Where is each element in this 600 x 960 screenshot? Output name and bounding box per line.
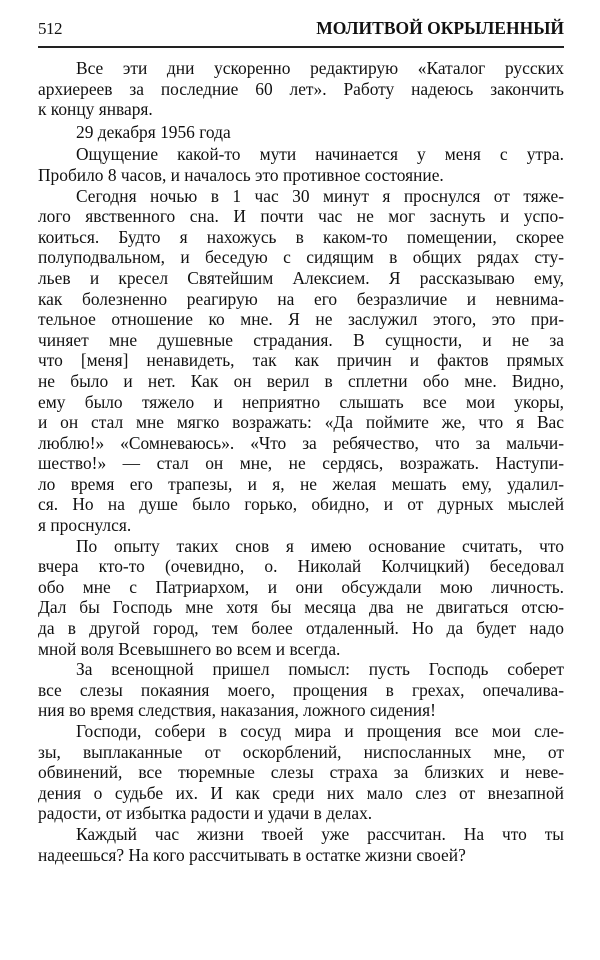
text-line: зы, выплаканные от оскорблений, ниспосланных мне, от — [38, 741, 564, 762]
text-line: Все эти дни ускоренно редактирую «Каталог русских — [76, 58, 564, 78]
text-line: льев и кресел Святейшим Алексием. Я рассказываю ему, — [38, 267, 564, 288]
text-line: Сегодня ночью в 1 час 30 минут я проснулся от тяже- — [76, 185, 564, 206]
text-line: За всенощной пришел помысл: пусть Господь соберет — [76, 659, 564, 680]
text-line: Пробило 8 часов, и началось это противное состояние. — [38, 164, 444, 185]
paragraph — [38, 58, 564, 120]
date-heading — [38, 122, 564, 143]
running-head — [38, 18, 564, 48]
text-line: я проснулся. — [38, 515, 132, 536]
paragraph — [38, 536, 564, 660]
text-line: тельное отношение ко мне. Я не заслужил этого, это при- — [38, 309, 564, 330]
paragraph — [38, 824, 564, 865]
body-text — [38, 58, 564, 865]
text-line: шество!» — стал он мне, не сердясь, возражать. Наступи- — [38, 453, 564, 474]
text-line: к концу января. — [38, 99, 153, 120]
text-line: ния во время следствия, наказания, ложного сидения! — [38, 700, 436, 721]
text-line: коиться. Будто я нахожусь в каком-то помещении, скорее — [38, 226, 564, 247]
text-line: Господи, собери в сосуд мира и прощения все мои сле- — [76, 721, 564, 741]
text-line: ся. Но на душе было горько, обидно, и от дурных мыслей — [38, 494, 564, 515]
paragraph — [38, 659, 564, 721]
text-line: надеешься? На кого рассчитывать в остатке жизни своей? — [38, 844, 466, 865]
text-line: как болезненно реагирую на его безразличие и невнима- — [38, 288, 564, 309]
text-line: что [меня] ненавидеть, так как причин и фактов прямых — [38, 350, 564, 371]
running-title: МОЛИТВОЙ ОКРЫЛЕННЫЙ — [316, 18, 564, 38]
text-line: дения о судьбе их. И как среди них мало слез от внезапной — [38, 782, 564, 803]
text-line: ло время его трапезы, и я, не желая мешать ему, удалил- — [38, 473, 564, 494]
page-number: 512 — [38, 19, 62, 38]
text-line: полуподвальном, и беседую с сидящим в общих рядах сту- — [38, 247, 564, 268]
text-line: обвинений, все тюремные слезы страха за близких и неве- — [38, 762, 564, 783]
text-line: Каждый час жизни твоей уже рассчитан. На что ты — [76, 823, 564, 844]
text-line: лого явственного сна. И почти час не мог заснуть и успо- — [38, 206, 564, 227]
text-line: архиереев за последние 60 лет». Работу надеюсь закончить — [38, 78, 564, 99]
text-line: люблю!» «Сомневаюсь». «Что за ребячество, что за мальчи- — [38, 432, 564, 453]
text-line: 29 декабря 1956 года — [76, 121, 231, 142]
paragraph — [38, 186, 564, 536]
text-line: чиняет мне душевные страдания. В сущности, и не за — [38, 329, 564, 350]
text-line: мной воля Всевышнего во всем и всегда. — [38, 638, 341, 659]
text-line: Дал бы Господь мне хотя бы месяца два не двигаться отсю- — [38, 597, 564, 618]
text-line: По опыту таких снов я имею основание считать, что — [76, 535, 564, 556]
text-line: и он стал мне мягко возражать: «Да поймите же, что я Вас — [38, 412, 564, 433]
text-line: ему было тяжело и неприятно слышать все мои укоры, — [38, 391, 564, 412]
book-page — [38, 18, 564, 865]
text-line: да в другой город, тем более отдаленный. Но да будет надо — [38, 618, 564, 639]
text-line: обо мне с Патриархом, и они обсуждали мою личность. — [38, 576, 564, 597]
text-line: Ощущение какой-то мути начинается у меня с утра. — [76, 144, 564, 165]
text-line: радости, от избытка радости и удачи в делах. — [38, 803, 373, 824]
text-line: вчера кто-то (очевидно, о. Николай Колчицкий) беседовал — [38, 556, 564, 577]
paragraph — [38, 144, 564, 185]
text-line: не было и нет. Как он верил в сплетни обо мне. Видно, — [38, 370, 564, 391]
paragraph — [38, 721, 564, 824]
text-line: все слезы покаяния моего, прощения в грехах, опечалива- — [38, 679, 564, 700]
